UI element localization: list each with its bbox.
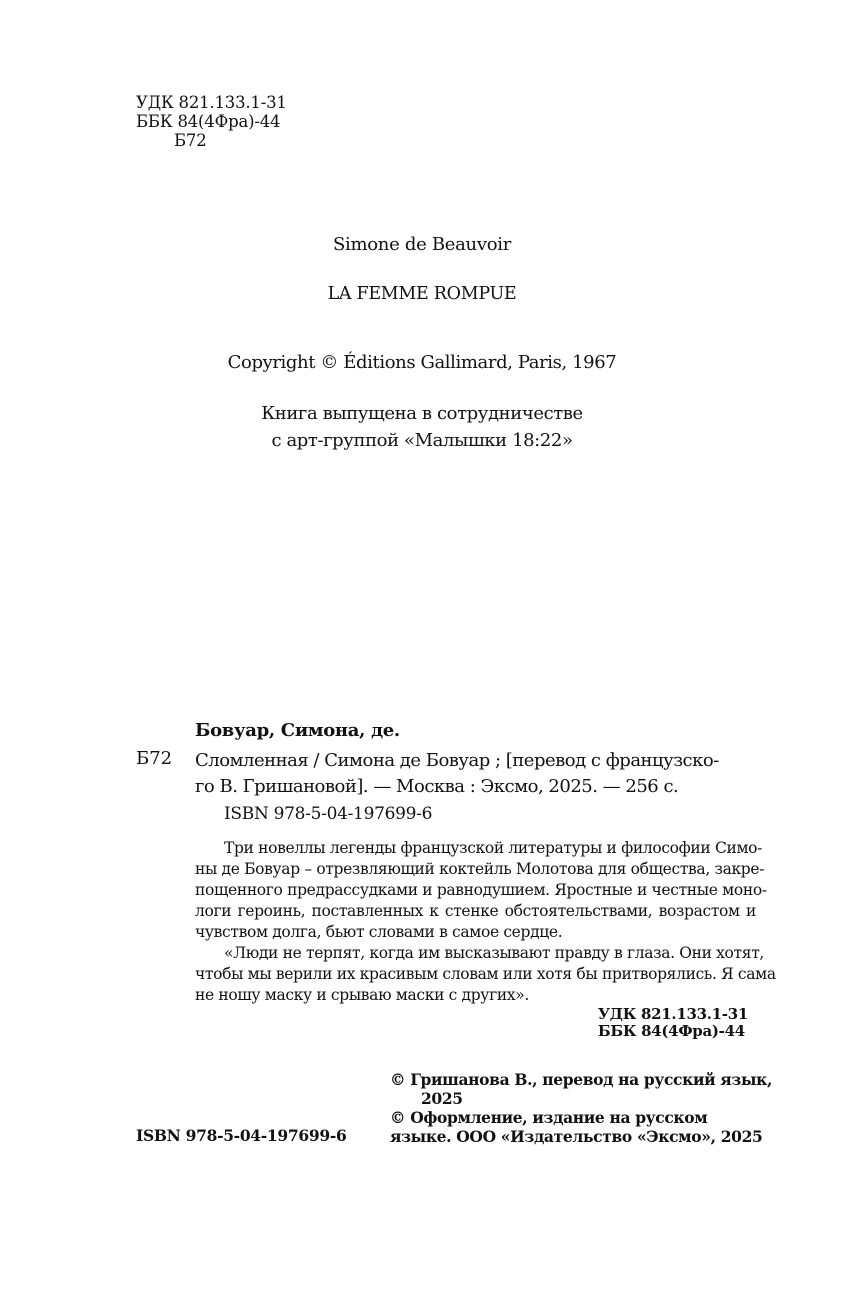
cooperation-line: с арт-группой «Малышки 18:22» — [271, 430, 573, 451]
annotation-line: пощенного предрассудками и равнодушием. Яростные и честные моно- — [195, 881, 767, 899]
header-classification-codes — [136, 93, 287, 150]
annotation-line: «Люди не терпят, когда им высказывают правду в глаза. Они хотят, — [224, 944, 764, 962]
annotation — [195, 838, 776, 1006]
author-mark: Б72 — [174, 131, 207, 150]
original-author: Simone de Beauvoir — [332, 234, 512, 255]
copyright-translation-line: 2025 — [421, 1089, 463, 1108]
catalog-description — [195, 748, 755, 800]
copyright-design-line: языке. ООО «Издательство «Эксмо», 2025 — [390, 1127, 763, 1146]
annotation-line: чувством долга, бьют словами в самое сердце. — [195, 923, 563, 941]
bbk-code: ББК 84(4Фра)-44 — [597, 1022, 745, 1040]
copyright-translation-line: © Гришанова В., перевод на русский язык, — [390, 1070, 773, 1089]
original-title: LA FEMME ROMPUE — [327, 284, 517, 304]
bbk-code: ББК 84(4Фра)-44 — [136, 112, 281, 131]
catalog-description-line: Сломленная / Симона де Бовуар ; [перевод с французско- — [195, 750, 719, 771]
annotation-line: не ношу маску и срываю маски с других». — [195, 986, 529, 1004]
catalog-author-mark: Б72 — [136, 748, 173, 769]
original-copyright: Copyright © Éditions Gallimard, Paris, 1967 — [227, 352, 617, 373]
annotation-line: Три новеллы легенды французской литературы и философии Симо- — [224, 839, 763, 857]
udk-code: УДК 821.133.1-31 — [136, 93, 287, 112]
annotation-line: чтобы мы верили их красивым словам или хотя бы притворялись. Я сама — [195, 965, 776, 983]
footer-copyright — [390, 1070, 772, 1146]
catalog-author-heading: Бовуар, Симона, де. — [195, 720, 400, 741]
classification-codes — [598, 1006, 748, 1040]
catalog-isbn: ISBN 978-5-04-197699-6 — [224, 804, 433, 824]
annotation-line: ны де Бовуар – отрезвляющий коктейль Молотова для общества, закре- — [195, 860, 765, 878]
catalog-description-line: го В. Гришановой]. — Москва : Эксмо, 2025. — 256 с. — [195, 776, 679, 797]
udk-code: УДК 821.133.1-31 — [597, 1005, 748, 1023]
copyright-design-line: © Оформление, издание на русском — [390, 1108, 708, 1127]
cooperation-note — [0, 400, 844, 454]
footer-isbn: ISBN 978-5-04-197699-6 — [136, 1126, 347, 1145]
cooperation-line: Книга выпущена в сотрудничестве — [261, 403, 583, 424]
annotation-line: логи героинь, поставленных к стенке обстоятельствами, возрастом и — [195, 902, 756, 920]
